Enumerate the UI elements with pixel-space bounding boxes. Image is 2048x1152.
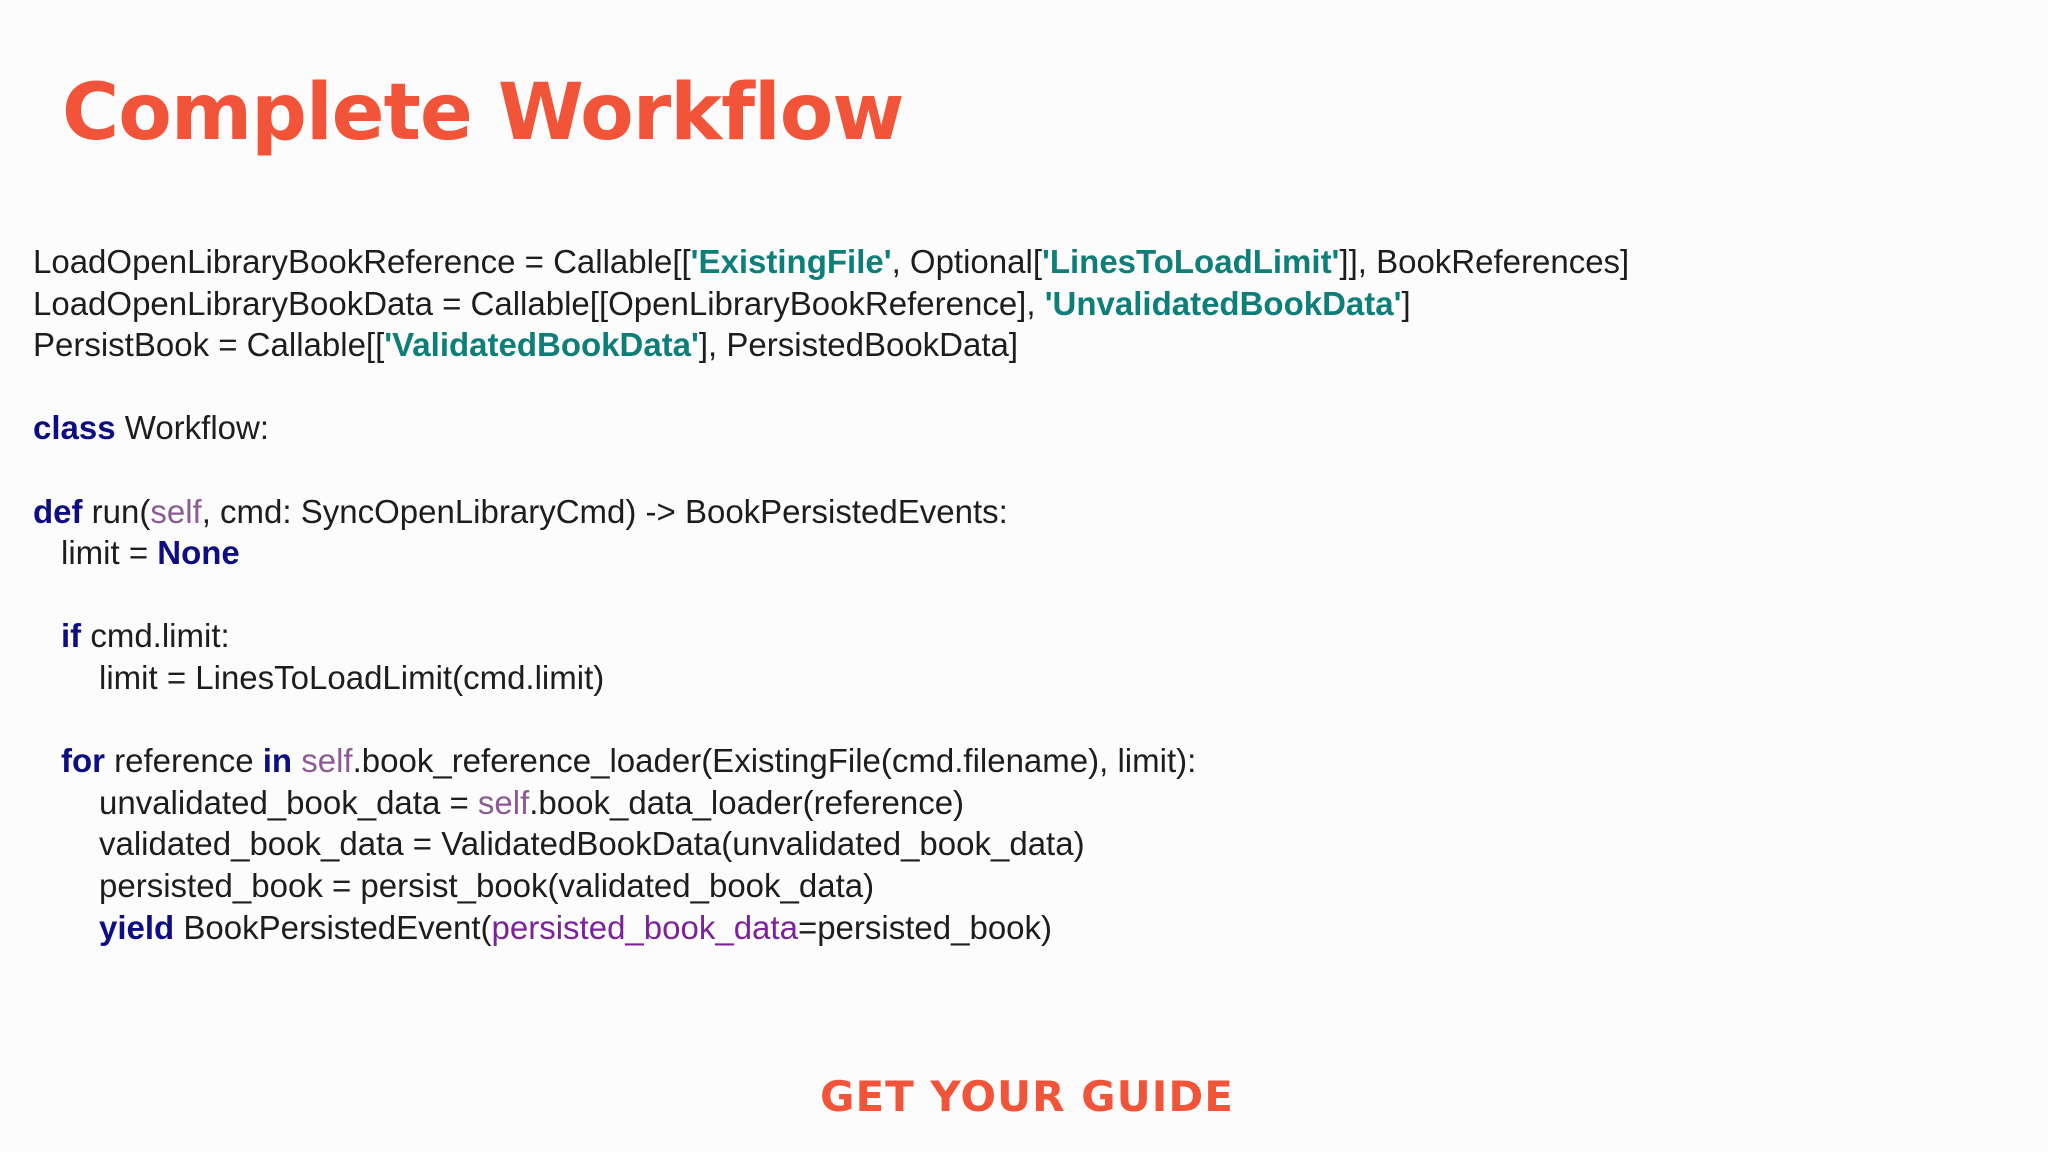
code-token-plain: .book_reference_loader(ExistingFile(cmd.filename), limit): — [352, 742, 1197, 780]
code-token-kw: yield — [99, 908, 175, 946]
code-token-plain: ], PersistedBookData] — [698, 326, 1019, 364]
code-line — [33, 407, 1629, 449]
code-token-self: self — [150, 492, 202, 530]
code-token-plain: cmd.limit: — [81, 617, 230, 655]
code-token-plain — [292, 742, 301, 779]
code-token-plain: ]], BookReferences] — [1339, 243, 1630, 280]
code-blank-line — [33, 366, 1629, 408]
code-token-plain: BookPersistedEvent( — [174, 908, 492, 946]
slide-title: Complete Workflow — [62, 68, 904, 158]
code-token-plain: run( — [82, 492, 151, 530]
code-line — [33, 532, 1629, 574]
code-token-self: self — [477, 783, 530, 821]
code-token-plain: , Optional[ — [891, 243, 1042, 280]
code-line — [33, 324, 1629, 366]
code-token-plain: =persisted_book) — [797, 908, 1053, 946]
code-line — [33, 657, 1629, 699]
code-token-str: 'UnvalidatedBookData' — [1044, 284, 1402, 322]
code-token-kw: def — [33, 492, 83, 530]
code-token-plain: LoadOpenLibraryBookReference = Callable[[ — [33, 243, 691, 280]
get-your-guide-logo: GET YOUR GUIDE — [820, 1072, 1234, 1121]
code-token-param: persisted_book_data — [491, 908, 798, 946]
code-line — [33, 823, 1629, 865]
code-token-plain: .book_data_loader(reference) — [529, 783, 965, 821]
code-token-plain: Workflow: — [115, 409, 270, 447]
code-token-kw: in — [262, 742, 293, 780]
code-token-str: 'ValidatedBookData' — [384, 326, 699, 364]
code-blank-line — [33, 449, 1629, 491]
code-token-plain: , cmd: SyncOpenLibraryCmd) -> BookPersistedEvents: — [201, 492, 1008, 530]
code-token-str: 'ExistingFile' — [690, 243, 892, 280]
code-line — [33, 283, 1629, 325]
code-line — [33, 615, 1629, 657]
code-line — [33, 865, 1629, 907]
code-block — [33, 241, 1629, 948]
code-token-plain: PersistBook = Callable[[ — [33, 326, 385, 364]
code-token-plain: LoadOpenLibraryBookData = Callable[[OpenLibraryBookReference], — [33, 284, 1045, 322]
code-token-kw: class — [33, 409, 116, 447]
code-token-self: self — [301, 742, 353, 780]
code-line — [33, 782, 1629, 824]
code-blank-line — [33, 699, 1629, 741]
code-token-kw: None — [157, 534, 240, 572]
code-token-plain: unvalidated_book_data = — [99, 783, 478, 821]
code-line — [33, 907, 1629, 949]
code-line — [33, 241, 1629, 283]
code-token-plain: persisted_book = persist_book(validated_book_data) — [99, 866, 875, 904]
code-line — [33, 491, 1629, 533]
code-token-plain: limit = — [61, 534, 158, 572]
code-token-plain: ] — [1401, 284, 1411, 322]
code-token-plain: limit = LinesToLoadLimit(cmd.limit) — [99, 658, 605, 696]
code-token-kw: if — [61, 617, 82, 655]
code-token-plain: validated_book_data = ValidatedBookData(unvalidated_book_data) — [99, 825, 1085, 863]
code-token-plain: reference — [105, 742, 263, 780]
code-token-str: 'LinesToLoadLimit' — [1042, 243, 1340, 280]
code-line — [33, 740, 1629, 782]
code-blank-line — [33, 574, 1629, 616]
code-token-kw: for — [61, 742, 105, 780]
